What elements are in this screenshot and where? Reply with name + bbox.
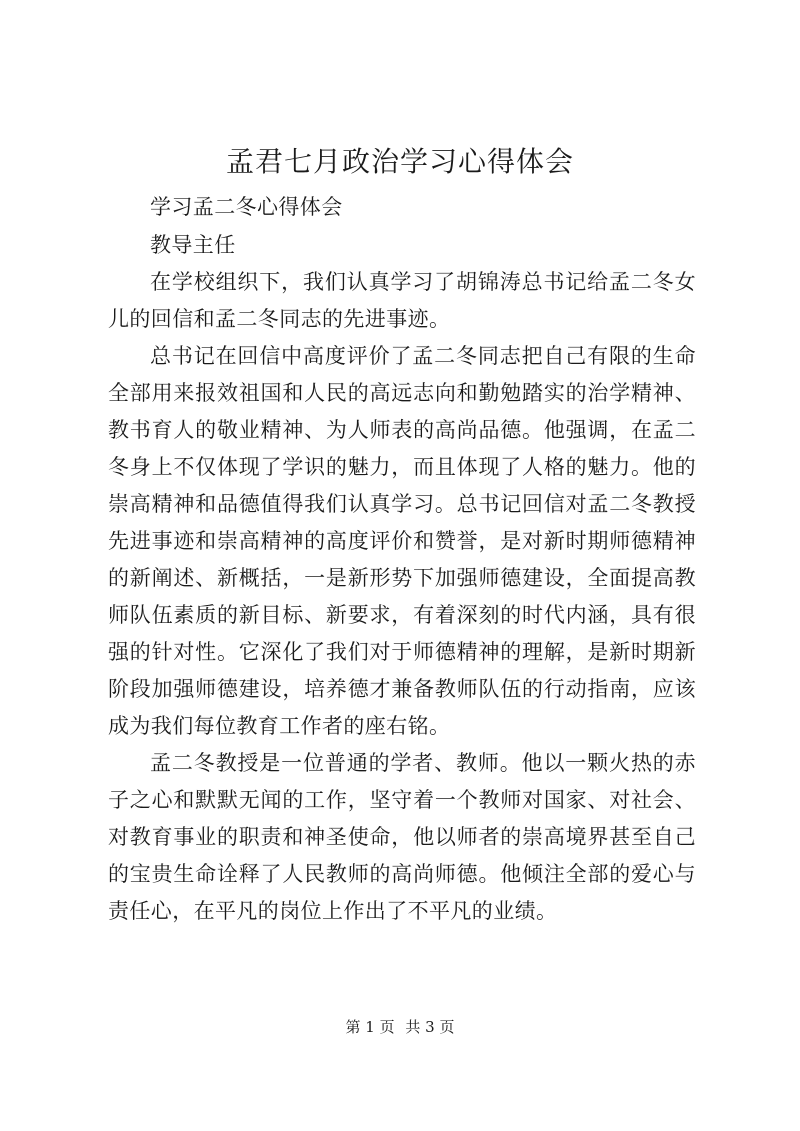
document-title: 孟君七月政治学习心得体会: [225, 145, 574, 178]
body-paragraph-3: 孟二冬教授是一位普通的学者、教师。他以一颗火热的赤子之心和默默无闻的工作，坚守着一个教师对国家、对社会、对教育事业的职责和神圣使命，他以师者的崇高境界甚至自己的宝贵生命诠释了人民教师的高尚师德。他倾注全部的爱心与责任心，在平凡的岗位上作出了不平凡的业绩。: [108, 751, 696, 923]
document-body: [108, 188, 696, 930]
author-paragraph: 教导主任: [150, 233, 236, 257]
page-footer: [0, 1016, 800, 1038]
page-number: 第 1 页: [345, 1018, 395, 1036]
body-paragraph-2: 总书记在回信中高度评价了孟二冬同志把自己有限的生命全部用来报效祖国和人民的高远志向和勤勉踏实的治学精神、教书育人的敬业精神、为人师表的高尚品德。他强调，在孟二冬身上不仅体现了学识的魅力，而且体现了人格的魅力。他的崇高精神和品德值得我们认真学习。总书记回信对孟二冬教授先进事迹和崇高精神的高度评价和赞誉，是对新时期师德精神的新阐述、新概括，一是新形势下加强师德建设，全面提高教师队伍素质的新目标、新要求，有着深刻的时代内涵，具有很强的针对性。它深化了我们对于师德精神的理解，是新时期新阶段加强师德建设，培养德才兼备教师队伍的行动指南，应该成为我们每位教育工作者的座右铭。: [108, 344, 696, 738]
subtitle-paragraph: 学习孟二冬心得体会: [150, 195, 343, 219]
body-paragraph-1: 在学校组织下，我们认真学习了胡锦涛总书记给孟二冬女儿的回信和孟二冬同志的先进事迹。: [108, 270, 696, 331]
page-total: 共 3 页: [405, 1018, 455, 1036]
